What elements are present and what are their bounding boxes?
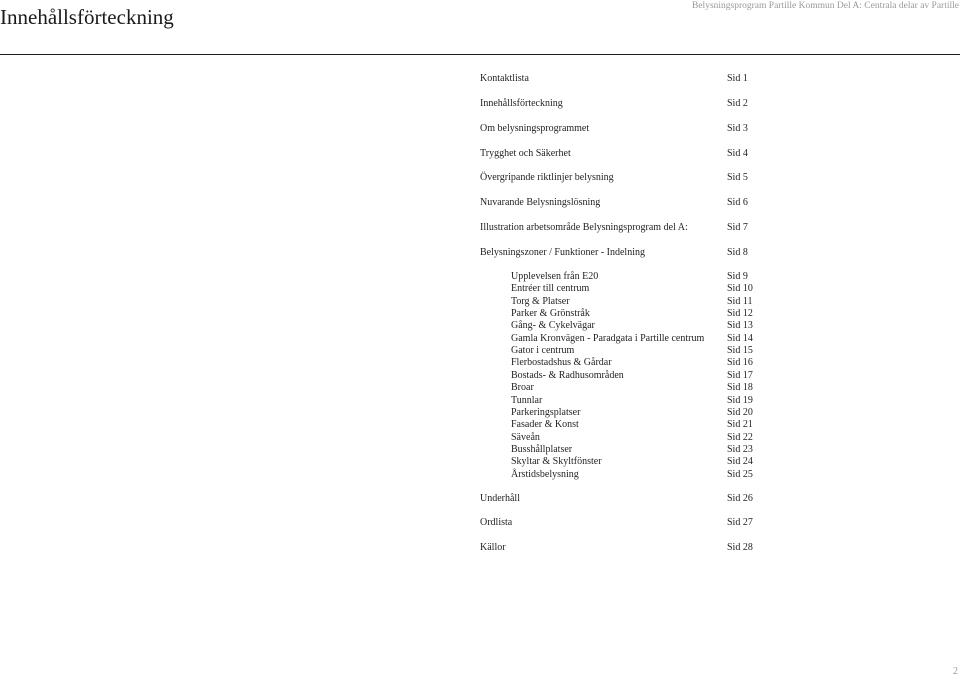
toc-entry-page: Sid 18 bbox=[727, 382, 753, 394]
toc-entry-label: Flerbostadshus & Gårdar bbox=[511, 357, 612, 369]
toc-entry-label: Gång- & Cykelvägar bbox=[511, 320, 595, 332]
toc-entry bbox=[0, 541, 960, 555]
toc-entry bbox=[0, 122, 960, 136]
toc-entry-label: Säveån bbox=[511, 431, 540, 443]
toc-entry-label: Källor bbox=[480, 542, 506, 553]
toc-entry-page: Sid 10 bbox=[727, 283, 753, 295]
toc-entry-label: Busshållplatser bbox=[511, 443, 573, 455]
toc-entry-label: Belysningszoner / Funktioner - Indelning bbox=[480, 247, 645, 258]
toc-entry-page: Sid 24 bbox=[727, 456, 753, 468]
toc-entry-page: Sid 3 bbox=[727, 123, 748, 134]
toc-entry-page: Sid 9 bbox=[727, 271, 748, 282]
toc-entry-page: Sid 1 bbox=[727, 73, 748, 84]
toc-entry-label: Gator i centrum bbox=[511, 345, 575, 357]
toc-entry-page: Sid 27 bbox=[727, 517, 753, 528]
toc-entry-page: Sid 12 bbox=[727, 308, 753, 320]
toc-entry-page: Sid 17 bbox=[727, 369, 753, 381]
toc-entry bbox=[0, 246, 960, 260]
toc-entry-label: Torg & Platser bbox=[511, 295, 570, 307]
toc-entry-page: Sid 14 bbox=[727, 332, 753, 344]
toc-entry bbox=[0, 221, 960, 235]
toc-entry-label: Ordlista bbox=[480, 517, 513, 528]
toc-entry-page: Sid 4 bbox=[727, 148, 748, 159]
toc-entry-page: Sid 25 bbox=[727, 468, 753, 480]
toc-entry-page: Sid 28 bbox=[727, 542, 753, 553]
toc-entry-page: Sid 16 bbox=[727, 357, 753, 369]
toc-entry-page: Sid 20 bbox=[727, 406, 753, 418]
toc-entry-label: Broar bbox=[511, 382, 534, 394]
toc-entry-page: Sid 23 bbox=[727, 443, 753, 455]
toc-entry-label: Bostads- & Radhusområden bbox=[511, 369, 624, 381]
toc-entry-label: Tunnlar bbox=[511, 394, 543, 406]
page-number: 2 bbox=[953, 666, 958, 676]
toc-entry-page: Sid 19 bbox=[727, 394, 753, 406]
toc-entry bbox=[0, 516, 960, 530]
toc-entry-page: Sid 11 bbox=[727, 295, 753, 307]
toc-entry-label: Om belysningsprogrammet bbox=[480, 123, 590, 134]
document-header-meta: Belysningsprogram Partille Kommun Del A: Centrala delar av Partille bbox=[692, 1, 959, 11]
toc-entry-page: Sid 26 bbox=[727, 493, 753, 504]
toc-entry-label: Underhåll bbox=[480, 493, 520, 504]
toc-entry bbox=[0, 171, 960, 185]
toc-entry bbox=[0, 72, 960, 86]
toc-entry-label: Illustration arbetsområde Belysningsprogram del A: bbox=[480, 222, 688, 233]
toc-entry-label: Årstidsbelysning bbox=[511, 468, 579, 480]
toc-entry-label: Entréer till centrum bbox=[511, 283, 590, 295]
toc-entry-label: Kontaktlista bbox=[480, 73, 529, 84]
toc-entry-label: Parkeringsplatser bbox=[511, 406, 581, 418]
page-title: Innehållsförteckning bbox=[0, 5, 174, 29]
toc-entry-page: Sid 2 bbox=[727, 98, 748, 109]
toc-entry-page: Sid 7 bbox=[727, 222, 748, 233]
toc-entry-page: Sid 21 bbox=[727, 419, 753, 431]
toc-entry bbox=[0, 468, 960, 482]
toc-entry-label: Skyltar & Skyltfönster bbox=[511, 456, 602, 468]
toc-entry-label: Parker & Grönstråk bbox=[511, 308, 590, 320]
toc-entry-label: Fasader & Konst bbox=[511, 419, 579, 431]
toc-entry bbox=[0, 492, 960, 506]
toc-entry bbox=[0, 196, 960, 210]
toc-entry-label: Nuvarande Belysningslösning bbox=[480, 197, 601, 208]
toc-entry-label: Gamla Kronvägen - Paradgata i Partille centrum bbox=[511, 332, 705, 344]
toc-entry-label: Innehållsförteckning bbox=[480, 98, 563, 109]
toc-entry-label: Trygghet och Säkerhet bbox=[480, 148, 571, 159]
toc-entry-page: Sid 6 bbox=[727, 197, 748, 208]
toc-entry-page: Sid 5 bbox=[727, 172, 748, 183]
toc-entry-page: Sid 15 bbox=[727, 345, 753, 357]
toc-entry-page: Sid 13 bbox=[727, 320, 753, 332]
toc-entry bbox=[0, 147, 960, 161]
toc-entry-page: Sid 22 bbox=[727, 431, 753, 443]
toc-entry-label: Övergripande riktlinjer belysning bbox=[480, 172, 614, 183]
toc-entry bbox=[0, 97, 960, 111]
toc-entry-label: Upplevelsen från E20 bbox=[511, 271, 599, 282]
toc-entry-page: Sid 8 bbox=[727, 247, 748, 258]
